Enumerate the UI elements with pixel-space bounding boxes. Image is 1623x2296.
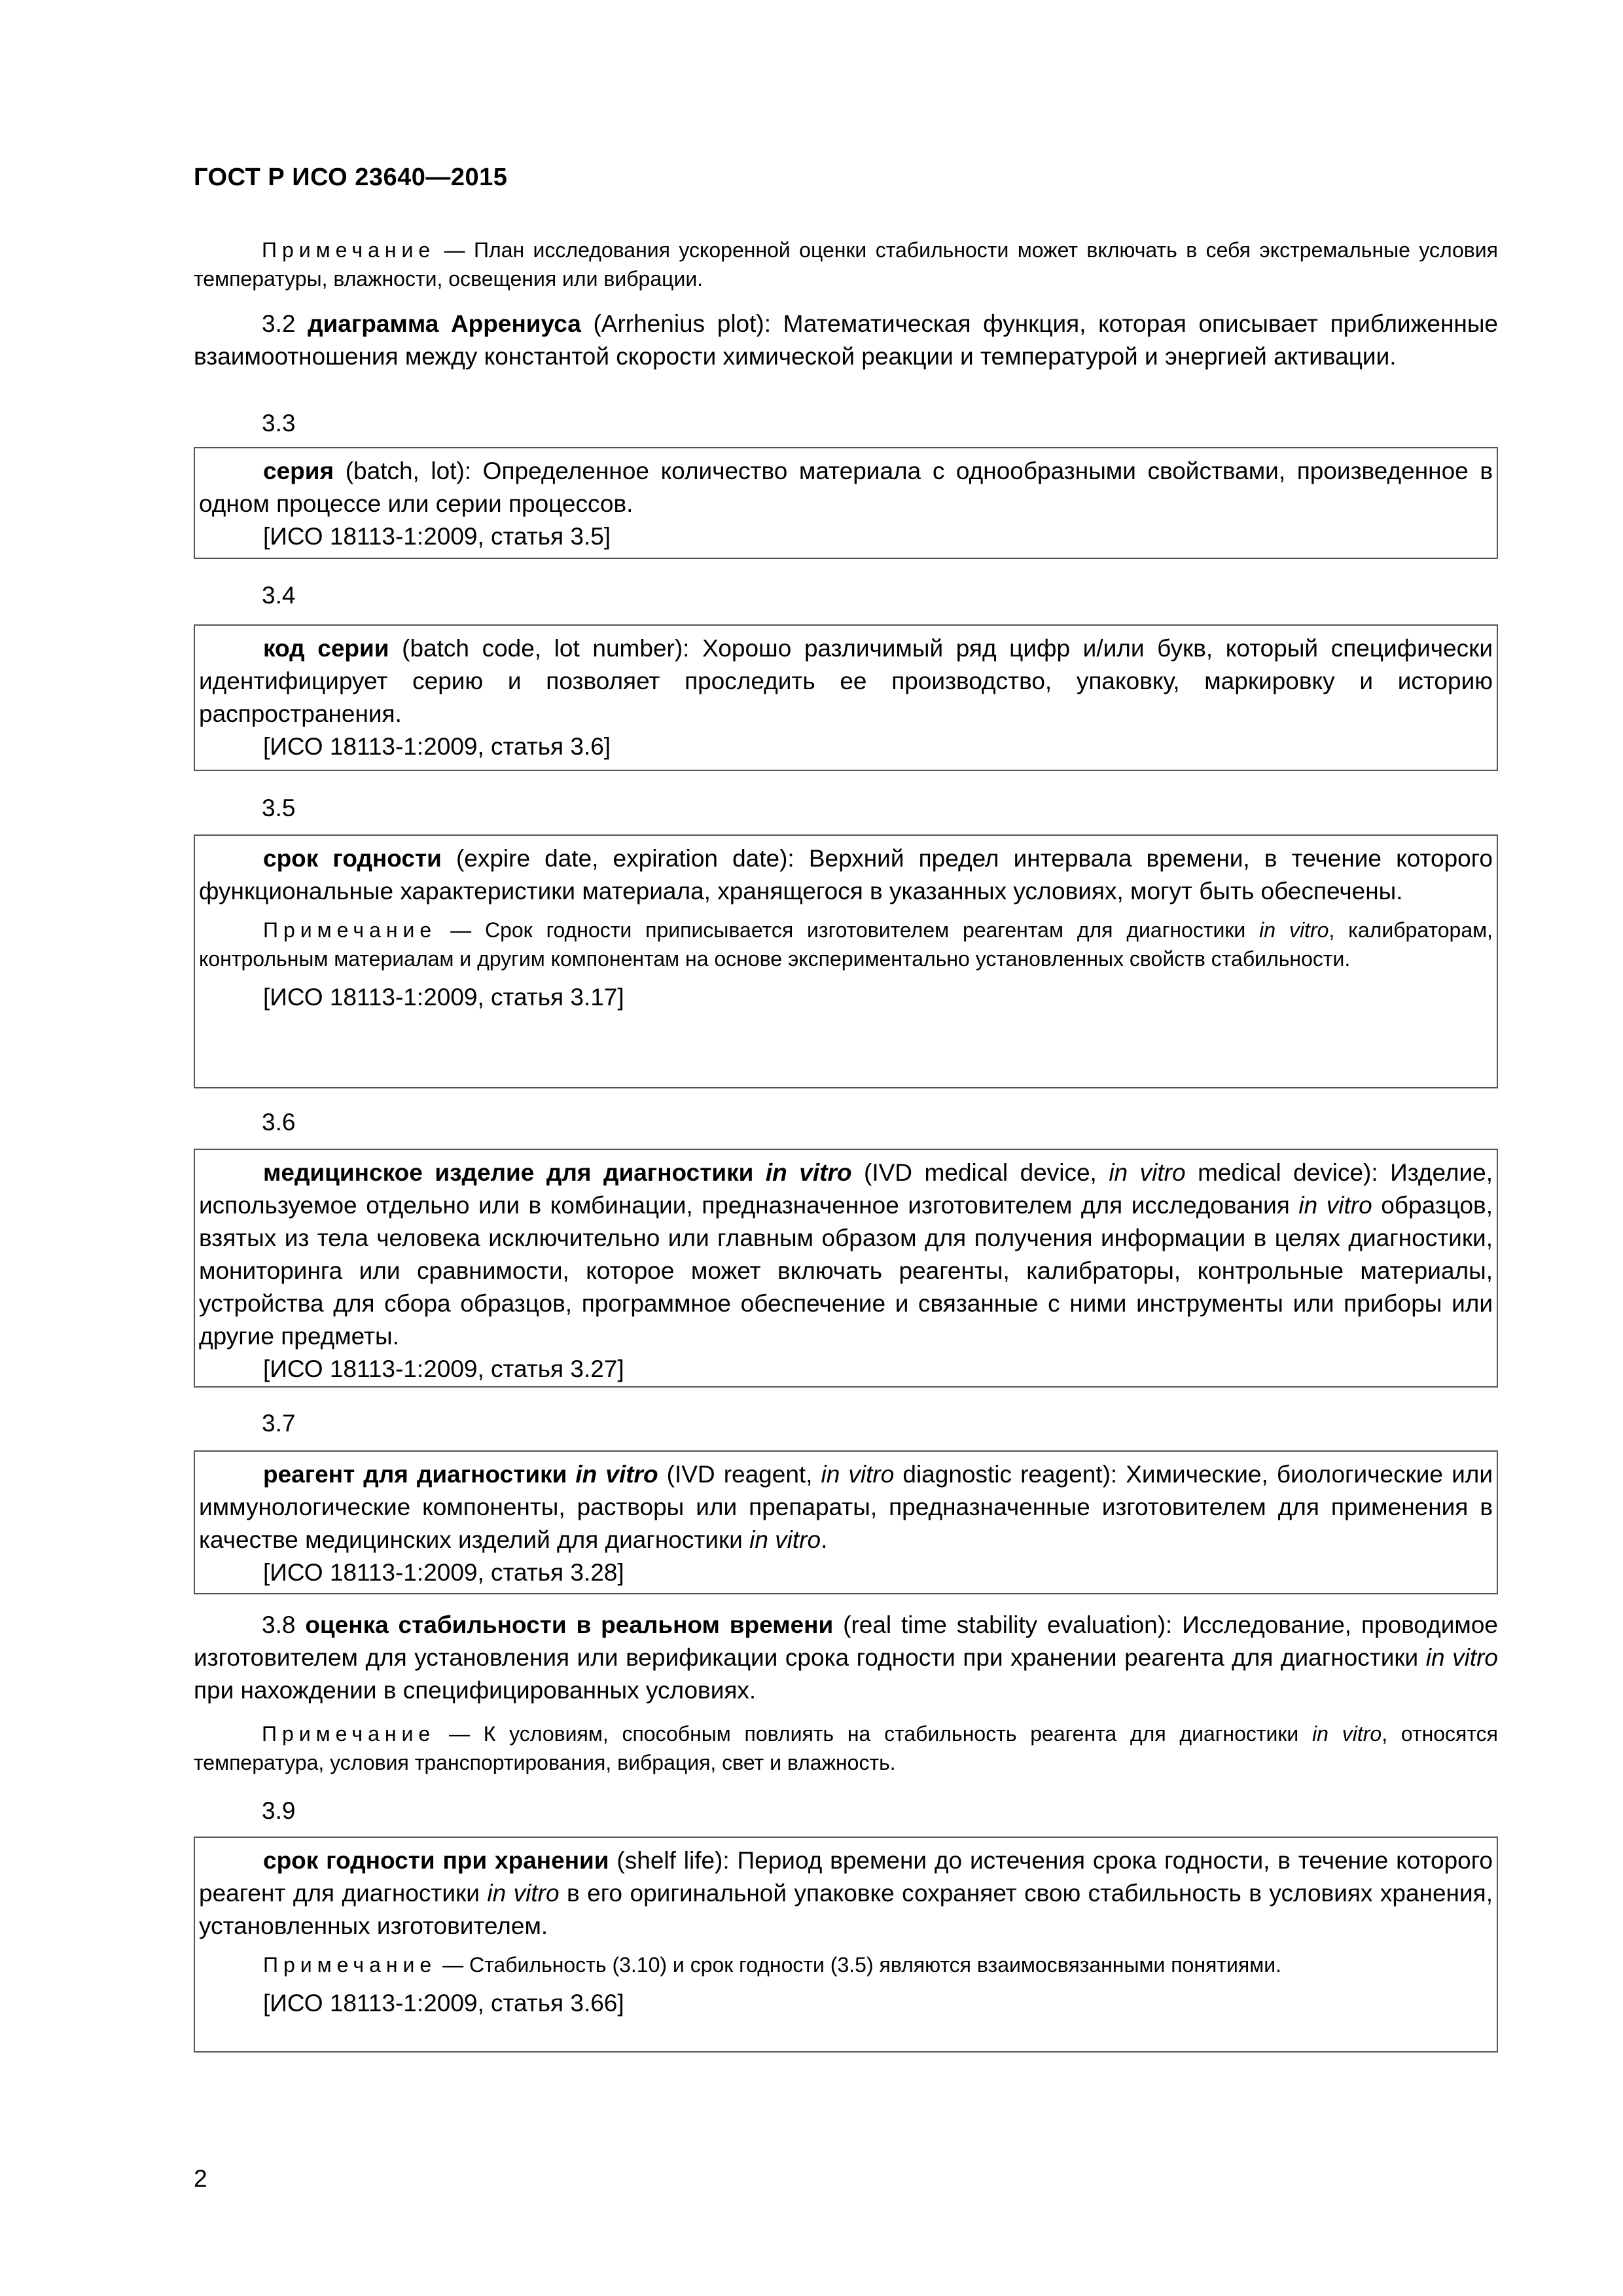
term-3-8-real-time-stability: 3.8 оценка стабильности в реальном времени (real time stability evaluation): Исследование, проводимое изготовителем для установления или верификации срока годности при хранении реагента для диагностики in vitro при нахождении в специфицированных условиях. bbox=[194, 1611, 1498, 1704]
term-number-3-3: 3.3 bbox=[262, 410, 296, 437]
term-box-3-4-batch-code: код серии (batch code, lot number): Хорошо различимый ряд цифр и/или букв, который специфически идентифицирует серию и позволяет проследить ее производство, упаковку, маркировку и историю распространения. [ИСО 18113-1:2009, статья 3.6] bbox=[194, 624, 1498, 771]
term-title: срок годности bbox=[263, 845, 442, 872]
note-3-8: Примечание — К условиям, способным повлиять на стабильность реагента для диагностики in vitro, относятся температура, условия транспортирования, вибрация, свет и влажность. bbox=[194, 1722, 1499, 1774]
note-accelerated-stability: Примечание — План исследования ускоренной оценки стабильности может включать в себя экстремальные условия температуры, влажности, освещения или вибрации. bbox=[194, 238, 1498, 291]
term-box-3-3-batch: серия (batch, lot): Определенное количество материала с однообразными свойствами, произведенное в одном процессе или серии процессов. [ИСО 18113-1:2009, статья 3.5] bbox=[194, 447, 1498, 559]
source-reference: [ИСО 18113-1:2009, статья 3.28] bbox=[263, 1559, 624, 1586]
term-box-3-5-expiry-date: срок годности (expire date, expiration date): Верхний предел интервала времени, в течение которого функциональные характеристики материала, хранящегося в указанных условиях, могут быть обеспечены. Примечание — Срок годности приписывается изготовителем реагентам для диагностики in vitro, калибраторам, контрольным материалам и другим компонентам на основе экспериментально установленных свойств стабильности. [ИСО 18113-1:2009, статья 3.17] bbox=[194, 834, 1498, 1088]
term-box-3-9-shelf-life: срок годности при хранении (shelf life): Период времени до истечения срока годности, в течение которого реагент для диагностики in vitro в его оригинальной упаковке сохраняет свою стабильность в условиях хранения, установленных изготовителем. Примечание — Стабильность (3.10) и срок годности (3.5) являются взаимосвязанными понятиями. [ИСО 18113-1:2009, статья 3.66] bbox=[194, 1837, 1498, 2053]
term-number-3-9: 3.9 bbox=[262, 1797, 296, 1824]
term-note: Примечание — Срок годности приписывается изготовителем реагентам для диагностики in vitro, калибраторам, контрольным материалам и другим компонентам на основе экспериментально установленных свойств стабильности. bbox=[199, 918, 1493, 971]
term-number-3-5: 3.5 bbox=[262, 795, 296, 821]
term-note: Примечание — Стабильность (3.10) и срок годности (3.5) являются взаимосвязанными понятиями. bbox=[263, 1953, 1281, 1977]
source-reference: [ИСО 18113-1:2009, статья 3.6] bbox=[263, 733, 611, 760]
page-number: 2 bbox=[194, 2165, 207, 2192]
source-reference: [ИСО 18113-1:2009, статья 3.5] bbox=[263, 523, 611, 550]
note-label: Примечание bbox=[262, 238, 436, 262]
term-title: диаграмма Аррениуса bbox=[308, 310, 581, 337]
term-number-3-6: 3.6 bbox=[262, 1109, 296, 1136]
term-title: медицинское изделие для диагностики bbox=[263, 1159, 766, 1186]
document-header: ГОСТ Р ИСО 23640—2015 bbox=[194, 164, 508, 191]
term-box-3-7-ivd-reagent: реагент для диагностики in vitro (IVD reagent, in vitro diagnostic reagent): Химические, биологические или иммунологические компоненты, растворы или препараты, предназначенные изготовителем для применения в качестве медицинских изделий для диагностики in vitro. [ИСО 18113-1:2009, статья 3.28] bbox=[194, 1450, 1498, 1594]
term-title: серия bbox=[263, 457, 334, 484]
term-title: реагент для диагностики bbox=[263, 1461, 576, 1488]
term-number-3-7: 3.7 bbox=[262, 1410, 296, 1437]
term-title: оценка стабильности в реальном времени bbox=[305, 1611, 834, 1638]
source-reference: [ИСО 18113-1:2009, статья 3.17] bbox=[263, 984, 624, 1011]
source-reference: [ИСО 18113-1:2009, статья 3.66] bbox=[263, 1990, 624, 2017]
term-title: код серии bbox=[263, 635, 389, 662]
source-reference: [ИСО 18113-1:2009, статья 3.27] bbox=[263, 1355, 624, 1382]
term-box-3-6-ivd-device: медицинское изделие для диагностики in vitro (IVD medical device, in vitro medical device): Изделие, используемое отдельно или в комбинации, предназначенное изготовителем для исследования in vitro образцов, взятых из тела человека исключительно или главным образом для получения информации в целях диагностики, мониторинга или сравнимости, которое может включать реагенты, калибраторы, контрольные материалы, устройства для сбора образцов, программное обеспечение и связанные с ними инструменты или приборы или другие предметы. [ИСО 18113-1:2009, статья 3.27] bbox=[194, 1149, 1498, 1388]
term-number-3-4: 3.4 bbox=[262, 582, 296, 609]
term-title: срок годности при хранении bbox=[263, 1847, 609, 1874]
term-3-2-arrhenius: 3.2 диаграмма Аррениуса (Arrhenius plot): Математическая функция, которая описывает приближенные взаимоотношения между константой скорости химической реакции и температурой и энергией активации. bbox=[194, 310, 1498, 370]
